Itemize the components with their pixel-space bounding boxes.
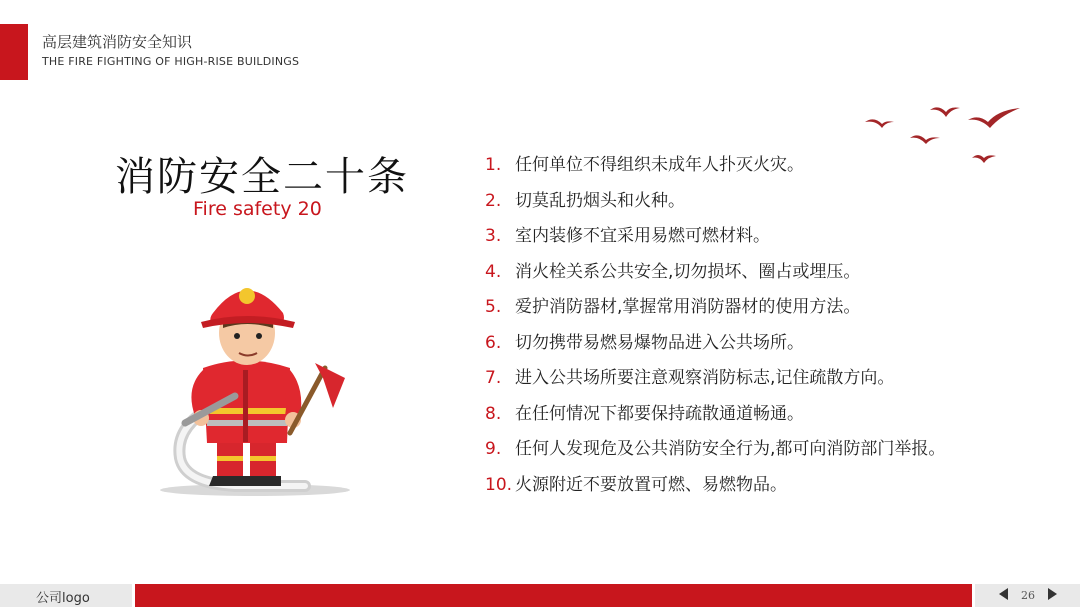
list-item <box>485 397 945 433</box>
page-number: 26 <box>1021 589 1035 602</box>
item-text: 任何单位不得组织未成年人扑灭火灾。 <box>515 155 804 175</box>
item-text: 切莫乱扔烟头和火种。 <box>515 190 685 211</box>
prev-arrow-icon[interactable] <box>999 588 1008 600</box>
item-number: 6. <box>485 332 502 353</box>
item-number: 10. <box>485 474 513 495</box>
list-item <box>485 255 945 291</box>
list-item <box>485 219 945 255</box>
item-number: 1. <box>485 155 502 175</box>
list-item <box>485 184 945 220</box>
item-number: 7. <box>485 368 502 388</box>
item-text: 消火栓关系公共安全,切勿损坏、圈占或埋压。 <box>515 261 861 282</box>
list-item <box>485 290 945 326</box>
fire-safety-list <box>485 148 945 503</box>
firefighter-illustration <box>155 258 365 498</box>
item-text: 爱护消防器材,掌握常用消防器材的使用方法。 <box>515 297 861 317</box>
company-logo <box>0 584 132 607</box>
item-text: 在任何情况下都要保持疏散通道畅通。 <box>515 403 804 424</box>
item-text: 火源附近不要放置可燃、易燃物品。 <box>515 474 787 495</box>
list-item <box>485 432 945 468</box>
item-number: 8. <box>485 403 502 424</box>
page-subtitle: Fire safety 20 <box>193 198 322 220</box>
header-title-cn: 高层建筑消防安全知识 <box>42 33 193 51</box>
item-number: 4. <box>485 261 502 282</box>
header-accent-bar <box>0 24 28 80</box>
slide-navigation <box>975 584 1080 607</box>
company-logo-text: 公司logo <box>36 591 90 606</box>
item-text: 任何人发现危及公共消防安全行为,都可向消防部门举报。 <box>515 439 946 459</box>
item-text: 室内装修不宜采用易燃可燃材料。 <box>515 226 770 246</box>
page-title: 消防安全二十条 <box>115 154 409 200</box>
header-title-en: THE FIRE FIGHTING OF HIGH-RISE BUILDINGS <box>42 55 300 68</box>
list-item <box>485 468 945 504</box>
list-item <box>485 361 945 397</box>
item-number: 9. <box>485 439 502 459</box>
list-item <box>485 326 945 362</box>
item-text: 进入公共场所要注意观察消防标志,记住疏散方向。 <box>515 368 895 388</box>
item-number: 2. <box>485 190 502 211</box>
item-number: 3. <box>485 226 502 246</box>
next-arrow-icon[interactable] <box>1048 588 1057 600</box>
item-number: 5. <box>485 297 502 317</box>
list-item <box>485 148 945 184</box>
item-text: 切勿携带易燃易爆物品进入公共场所。 <box>515 332 804 353</box>
footer-accent-bar <box>135 584 972 607</box>
